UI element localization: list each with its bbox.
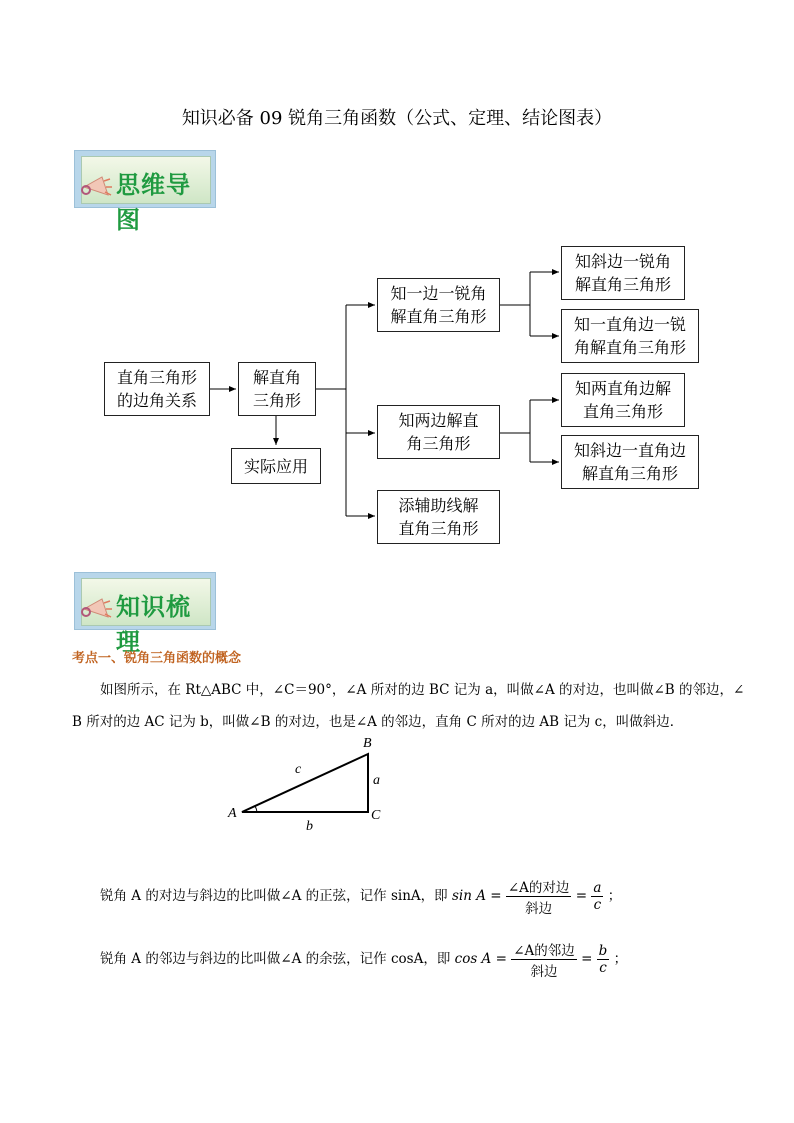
mindmap-root-box: 直角三角形 的边角关系 [104,362,210,416]
cosine-fraction-1 [511,939,577,980]
sine-numerator-2: a [593,880,602,896]
sine-denominator-1: 斜边 [525,901,553,917]
sine-denominator-2: c [593,897,602,913]
cosine-numerator-2: b [598,943,608,959]
sine-numerator-1: ∠A的对边 [506,876,572,897]
vertex-c-label: C [371,808,381,823]
mindmap-branch3-box: 添辅助线解 直角三角形 [377,490,500,544]
cosine-definition [100,939,627,980]
sine-equals: = [575,888,588,904]
mindmap-leaf2-box: 知一直角边一锐 角解直角三角形 [561,309,699,363]
mindmap-branch1-box: 知一边一锐角 解直角三角形 [377,278,500,332]
cosine-denominator-2: c [599,960,607,976]
sine-text: 锐角 A 的对边与斜边的比叫做∠A 的正弦，记作 sinA，即 [100,888,448,904]
sine-definition [100,876,621,917]
mindmap-solve-box: 解直角 三角形 [238,362,316,416]
mindmap-leaf1-box: 知斜边一锐角 解直角三角形 [561,246,685,300]
mindmap-leaf4-box: 知斜边一直角边 解直角三角形 [561,435,699,489]
knowledge-banner [74,572,216,656]
knowledge-banner-label: 知识梳理 [116,593,191,656]
mindmap-apply-box: 实际应用 [231,448,321,484]
vertex-a-label: A [228,806,237,821]
sine-fraction-2 [591,880,603,913]
cosine-text: 锐角 A 的邻边与斜边的比叫做∠A 的余弦，记作 cosA，即 [100,951,451,967]
page-title: 知识必备 09 锐角三角函数（公式、定理、结论图表） [181,108,613,129]
vertex-b-label: B [363,736,372,751]
side-a-label: a [373,773,380,788]
cosine-lhs: cos A = [454,951,507,967]
mindmap-leaf3-box: 知两直角边解 直角三角形 [561,373,685,427]
side-b-label: b [306,819,313,834]
definition-line-1: 如图所示，在 Rt△ABC 中，∠C＝90°，∠A 所对的边 BC 记为 a，叫做∠A 的对边，也叫做∠B 的邻边，∠ [100,682,745,698]
cosine-fraction-2 [597,943,610,976]
sine-end: ； [607,888,622,904]
section-heading: 考点一、锐角三角函数的概念 [72,651,242,666]
sine-lhs: sin A = [451,888,502,904]
definition-line-2: B 所对的边 AC 记为 b，叫做∠B 的对边，也是∠A 的邻边，直角 C 所对的边 AB 记为 c，叫做斜边． [72,714,684,730]
cosine-denominator-1: 斜边 [530,964,558,980]
cosine-numerator-1: ∠A的邻边 [511,939,577,960]
right-triangle-figure [220,728,400,838]
cosine-end: ； [613,951,628,967]
side-c-label: c [295,762,302,777]
mindmap-branch2-box: 知两边解直 角三角形 [377,405,500,459]
mind-map-banner-label: 思维导图 [116,171,191,234]
megaphone-icon [80,595,114,623]
cosine-equals: = [581,951,593,967]
sine-fraction-1 [506,876,572,917]
